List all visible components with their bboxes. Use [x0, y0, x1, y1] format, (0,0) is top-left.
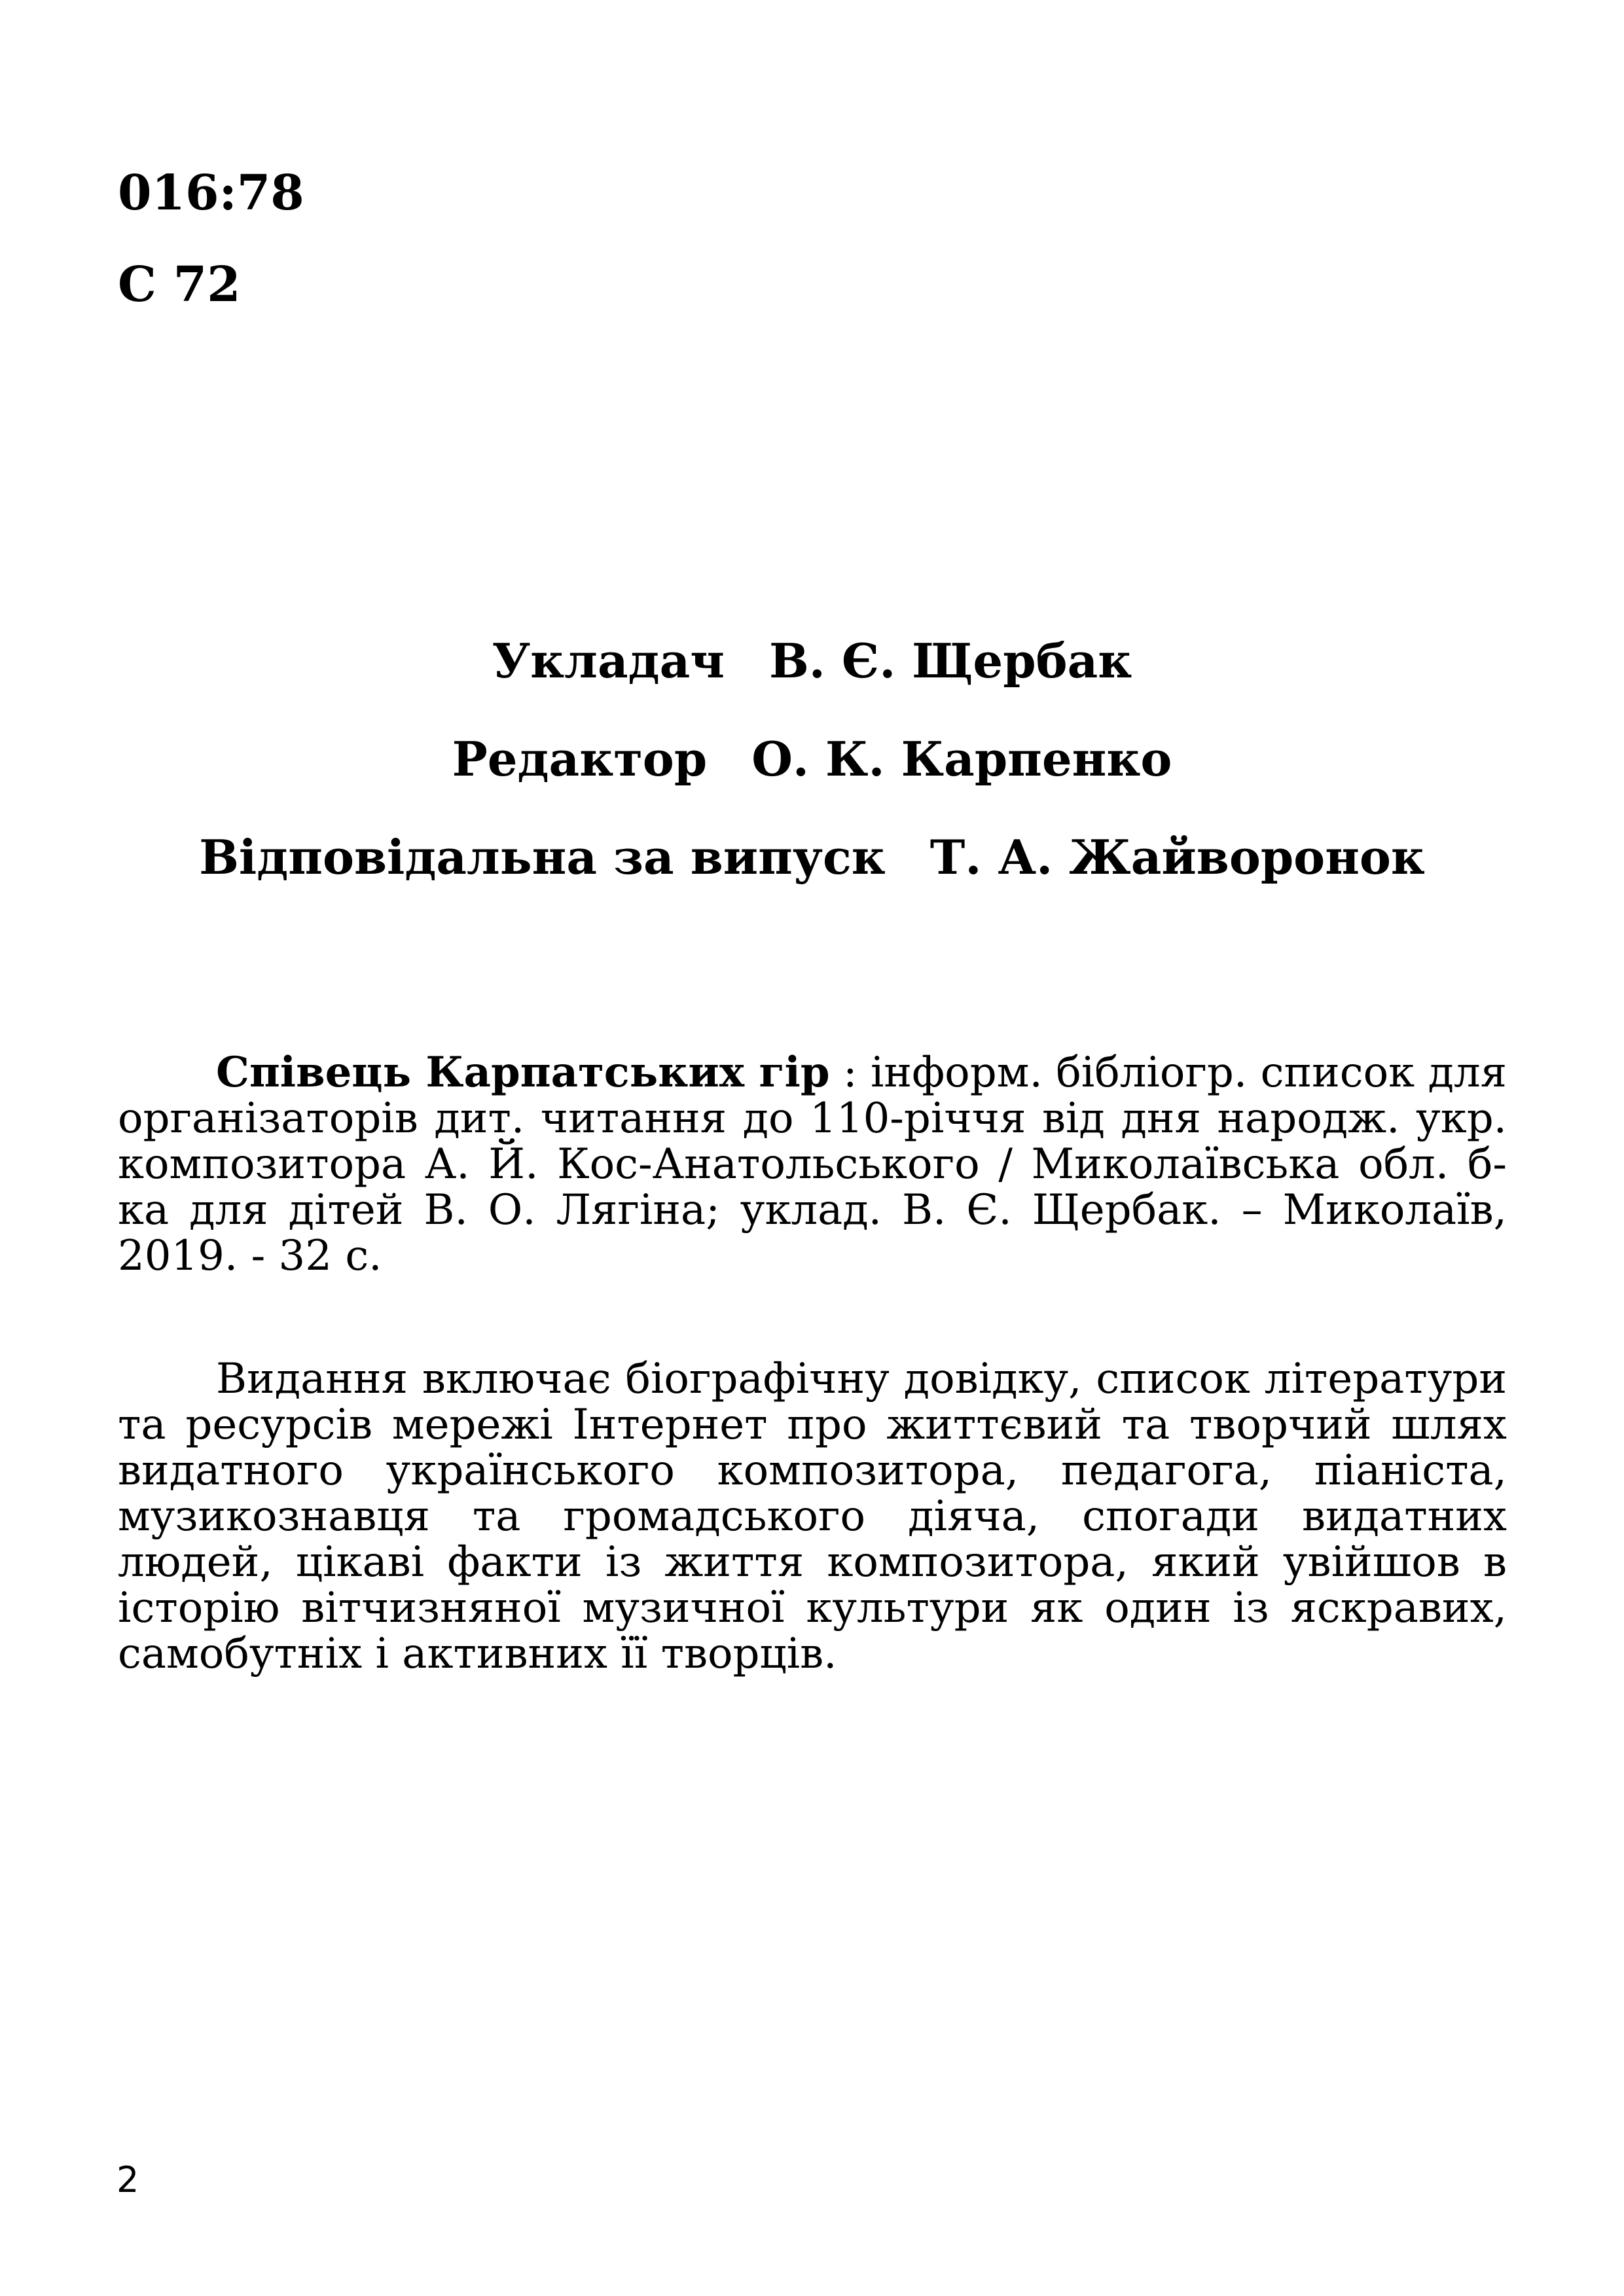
- credit-role: Відповідальна за випуск: [199, 829, 886, 885]
- publication-title: Співець Карпатських гір: [216, 1048, 830, 1097]
- udc-index: 016:78: [118, 165, 304, 221]
- credit-person: Т. А. Жайворонок: [929, 829, 1425, 885]
- credit-responsible: [0, 808, 1624, 906]
- credit-editor: [0, 710, 1624, 808]
- credit-role: Укладач: [492, 633, 725, 689]
- publication-details: : інформ. бібліогр. список для організаторів дит. читання до 110-річчя від дня народж. укр. композитора А. Й. Кос-Анатольського / Миколаївська обл. б-ка для дітей В. О. Лягіна; уклад. В. Є. Щербак. – Миколаїв, 2019. - 32 с.: [118, 1049, 1507, 1280]
- author-mark: С 72: [118, 257, 241, 313]
- credits-block: [0, 612, 1624, 906]
- credit-compiler: [0, 612, 1624, 710]
- credit-person: В. Є. Щербак: [768, 633, 1132, 689]
- credit-role: Редактор: [452, 731, 708, 787]
- page-number: 2: [117, 2159, 139, 2200]
- bibliographic-description: [118, 1050, 1507, 1279]
- annotation-text: Видання включає біографічну довідку, список літератури та ресурсів мережі Інтернет про життєвий та творчий шлях видатного українського композитора, педагога, піаніста, музикознавця та громадського діяча, спогади видатних людей, цікаві факти із життя композитора, який увійшов в історію вітчизняної музичної культури як один із яскравих, самобутніх і активних її творців.: [118, 1355, 1507, 1678]
- credit-person: О. К. Карпенко: [751, 731, 1172, 787]
